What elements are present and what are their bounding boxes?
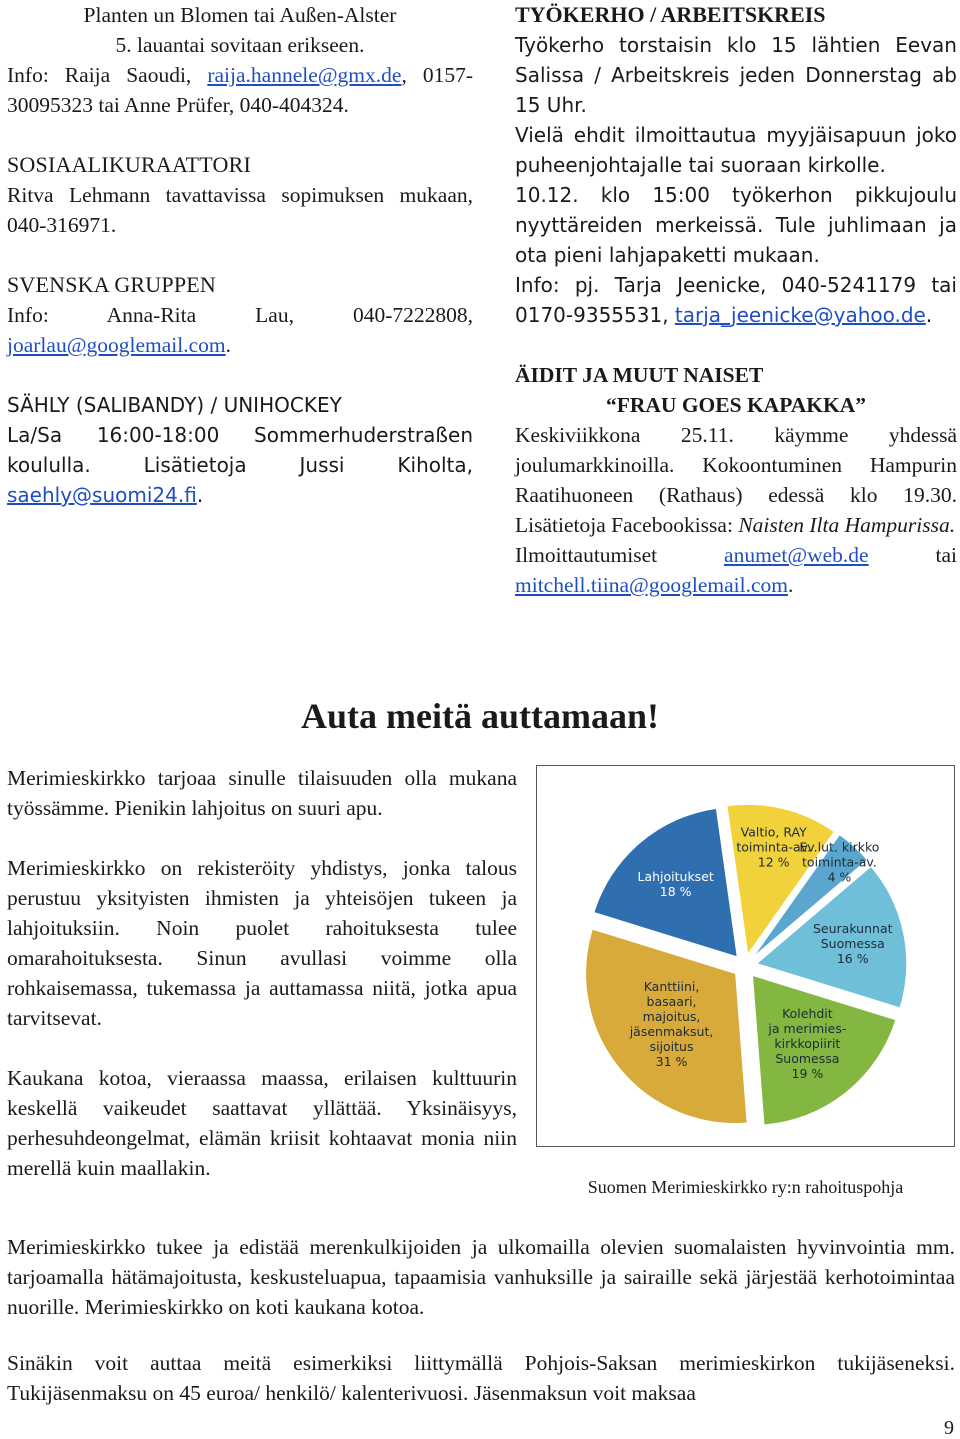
garden-walk-line2: 5. lauantai sovitaan erikseen. [115,33,365,57]
email-link-tarja[interactable]: tarja_jeenicke@yahoo.de [674,303,926,327]
pie-slice-label: Valtio, RAY toiminta-av. 12 % [736,824,812,870]
bottom-text [7,1232,955,1434]
donation-paragraph-3: Kaukana kotoa, vieraassa maassa, erilaisen kulttuurin keskellä vaikeudet saattavat yllättää. Yksinäisyys, perhesuhdeongelmat, elämän kriisit kohtaavat monia niin merellä kuin maallakin. [7,1066,517,1180]
sahly-suffix: . [196,483,204,507]
aidit-title2: “FRAU GOES KAPAKKA” [606,393,866,417]
aidit-title1: ÄIDIT JA MUUT NAISET [515,363,764,387]
pie-slice-label: Lahjoitukset 18 % [637,869,714,900]
donation-paragraph-1: Merimieskirkko tarjoaa sinulle tilaisuuden olla mukana työssämme. Pienikin lahjoitus on suuri apu. [7,766,517,820]
svenska-text: Info: Anna-Rita Lau, 040-7222808, [7,303,473,327]
email-link-anumet[interactable]: anumet@web.de [724,543,869,567]
signup-mid: tai [868,543,957,567]
info-suffix: , 0157-30095323 tai Anne Prüfer, 040-404324. [7,63,473,117]
social-curator-title: SOSIAALIKURAATTORI [7,152,251,177]
donation-paragraph-2: Merimieskirkko on rekisteröity yhdistys, jonka talous perustuu yksityisten ihmisten ja yhteisöjen tukeen ja lahjoituksiin. Noin puolet rahoituksesta tulee omarahoituksesta. Sinun avullasi voimme olla rohkaisemassa, tukemassa ja auttamassa niitä, jotka apua tarvitsevat. [7,856,517,1030]
social-curator-text: Ritva Lehmann tavattavissa sopimuksen mukaan, 040-316971. [7,183,473,237]
tyokerho-text3: 10.12. klo 15:00 työkerhon pikkujoulu nyyttäreiden merkeissä. Tule juhlimaan ja ota pieni lahjapaketti mukaan. [515,183,957,267]
funding-pie-chart [536,765,955,1147]
tyokerho-text1: Työkerho torstaisin klo 15 lähtien Eevan Salissa / Arbeitskreis jeden Donnerstag ab 15 Uhr. [515,33,957,117]
chart-caption: Suomen Merimieskirkko ry:n rahoituspohja [587,1177,904,1197]
aidit-body: Keskiviikkona 25.11. käymme yhdessä joulumarkkinoilla. Kokoontuminen Hampurin Raatihuoneen (Rathaus) edessä klo 19.30. Lisätietoja Facebookissa: [515,423,957,537]
email-link-raija[interactable]: raija.hannele@gmx.de [207,63,402,87]
sahly-block [7,390,473,510]
aidit-signup [515,540,957,570]
garden-walk-line1: Planten un Blomen tai Außen-Alster [83,3,397,27]
garden-walk-info [7,60,473,120]
pie-slice-label: Seurakunnat Suomessa 16 % [812,920,893,966]
bottom-paragraph-2: Sinäkin voit auttaa meitä esimerkiksi liittymällä Pohjois-Saksan merimieskirkon tukijäseneksi. Tukijäsenmaksu on 45 euroa/ henkilö/ kalenterivuosi. Jäsenmaksun voit maksaa [7,1351,955,1405]
tyokerho-info [515,270,957,330]
signup-prefix: Ilmoittautumiset [515,543,725,567]
sahly-body: La/Sa 16:00-18:00 Sommerhuderstraßen koululla. Lisätietoja Jussi Kiholta, [7,423,473,477]
garden-walk-block [7,0,473,120]
sahly-title: SÄHLY (SALIBANDY) / UNIHOCKEY [7,393,342,417]
bottom-paragraph-1: Merimieskirkko tukee ja edistää merenkulkijoiden ja ulkomailla olevien suomalaisten hyvinvointia mm. tarjoamalla hätämajoitusta, keskusteluapua, tapaamisia vanhuksille ja sairaille sekä järjestää kerhotoimintaa nuorille. Merimieskirkko on koti kaukana kotoa. [7,1235,955,1319]
email-link-mitchell[interactable]: mitchell.tiina@googlemail.com [515,573,788,597]
tyokerho-title: TYÖKERHO / ARBEITSKREIS [515,2,826,27]
svenska-suffix: . [225,333,231,357]
svenska-gruppen-title: SVENSKA GRUPPEN [7,272,216,297]
sahly-text [7,420,473,510]
right-column [515,0,957,630]
tyokerho-text2: Vielä ehdit ilmoittautua myyjäisapuun joko puheenjohtajalle tai suoraan kirkolle. [515,123,957,177]
tyokerho-info-text: Info: pj. Tarja Jeenicke, 040-5241179 tai 0170-9355531, [515,273,957,327]
aidit-facebook-group: Naisten Ilta Hampurissa. [738,513,956,537]
email-link-saehly[interactable]: saehly@suomi24.fi [7,483,197,507]
svenska-gruppen-text [7,300,473,360]
pie-slice-label: Ev.lut. kirkko toiminta-av. 4 % [799,839,880,885]
tyokerho-block [515,0,957,330]
donation-text [7,763,517,1213]
donation-headline: Auta meitä auttamaan! [301,696,659,736]
aidit-block [515,360,957,600]
info-prefix: Info: Raija Saoudi, [7,63,208,87]
tyokerho-suffix: . [925,303,933,327]
aidit-text [515,420,957,540]
aidit-signup-2 [515,570,957,600]
page-number: 9 [944,1417,954,1439]
pie-slice-label: Kolehdit ja merimies-kirkkopiirit Suomessa 19 % [768,1006,847,1082]
social-curator-block [7,150,473,240]
pie-slice-label: Kanttiini, basaari, majoitus, jäsenmaksut, sijoitus 31 % [629,979,714,1070]
pie-chart-svg [537,766,954,1146]
email-link-joarlau[interactable]: joarlau@googlemail.com [7,333,226,357]
left-column [7,0,473,540]
signup-suffix: . [787,573,794,597]
svenska-gruppen-block [7,270,473,360]
